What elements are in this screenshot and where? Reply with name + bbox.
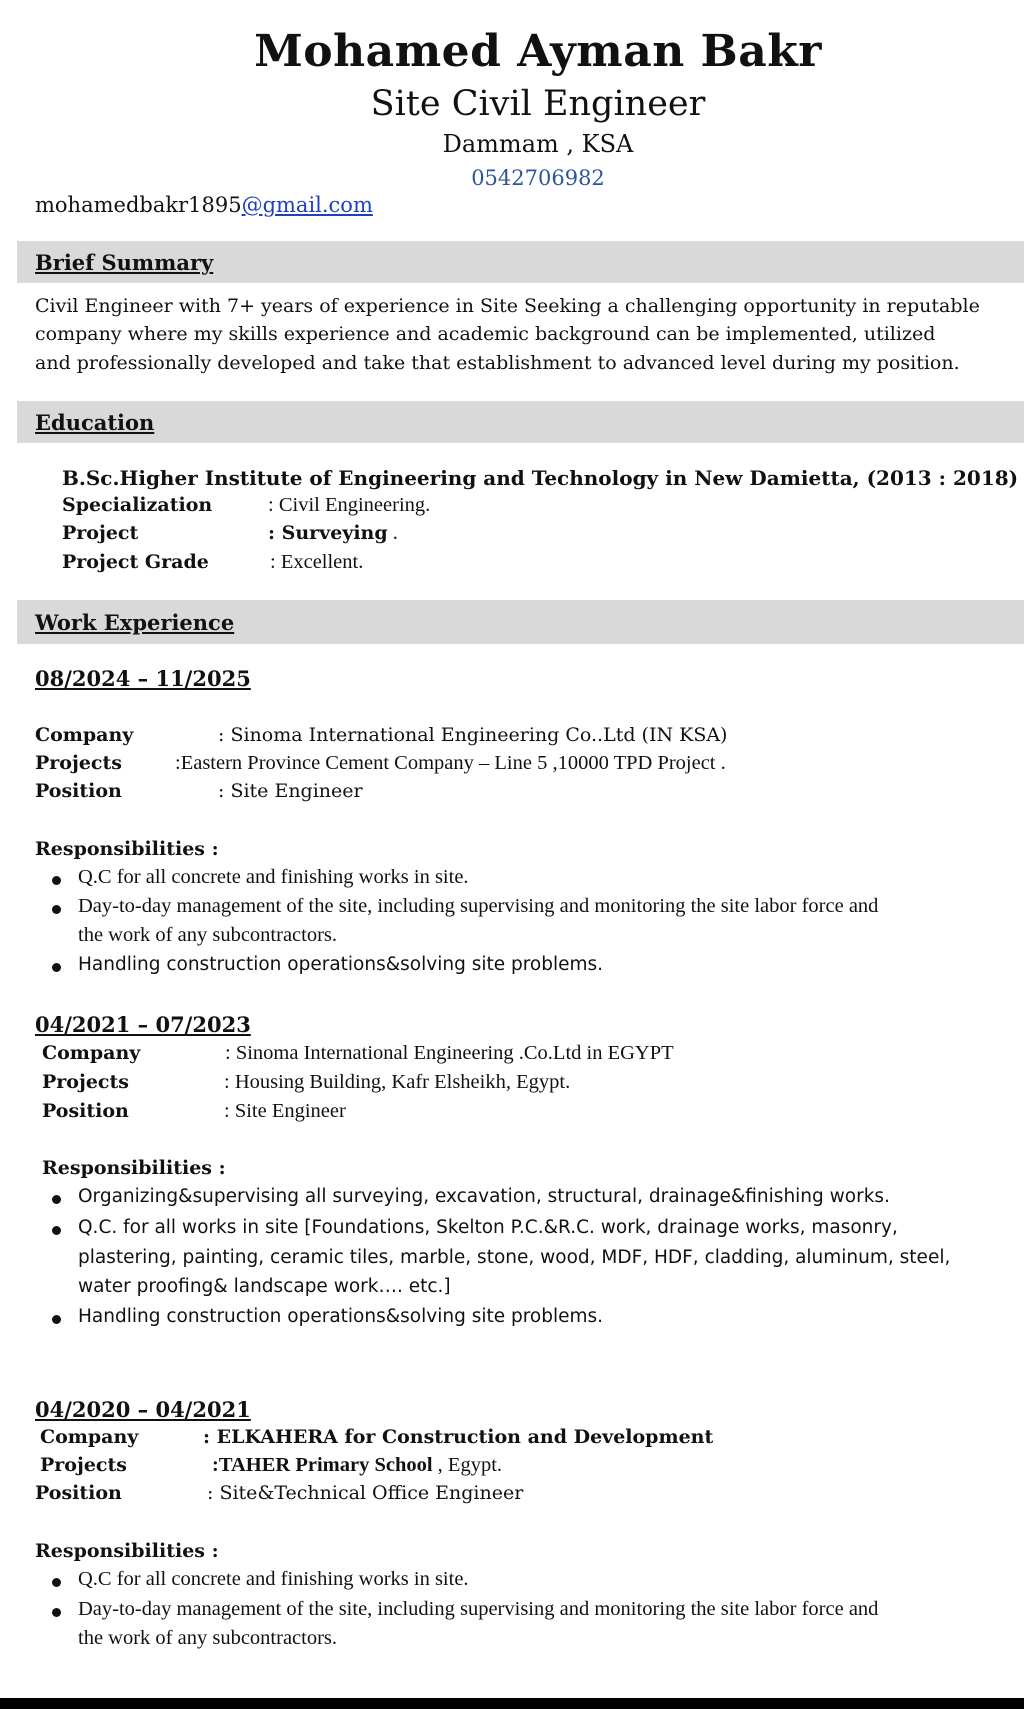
- job-position-label: Position: [35, 780, 122, 802]
- section-band-summary: [17, 241, 1024, 283]
- bullet-icon: [52, 1315, 61, 1324]
- job-company-label: Company: [35, 724, 134, 746]
- section-heading-education: Education: [35, 410, 155, 435]
- project-school: :TAHER Primary School: [212, 1454, 433, 1476]
- summary-line: Civil Engineer with 7+ years of experience in Site Seeking a challenging opportunity in reputable: [35, 295, 980, 317]
- bullet-icon: [52, 1195, 61, 1204]
- bullet-icon: [52, 963, 61, 972]
- education-label-grade: Project Grade: [62, 551, 209, 573]
- job-projects: [212, 1454, 502, 1477]
- responsibility-item: Q.C. for all works in site [Foundations, Skelton P.C.&R.C. work, drainage works, masonry,: [78, 1217, 898, 1238]
- job-projects-label: Projects: [35, 752, 122, 774]
- responsibility-item: Day-to-day management of the site, including supervising and monitoring the site labor force and: [78, 1598, 879, 1620]
- job-company-label: Company: [40, 1426, 139, 1448]
- job-dates: 04/2021 – 07/2023: [35, 1012, 251, 1037]
- job-position: : Site&Technical Office Engineer: [207, 1482, 524, 1504]
- project-location: , Egypt.: [432, 1454, 503, 1476]
- email-link[interactable]: @gmail.com: [241, 193, 373, 217]
- responsibility-item: Q.C for all concrete and finishing works in site.: [78, 866, 469, 888]
- responsibility-item-continued: plastering, painting, ceramic tiles, marble, stone, wood, MDF, HDF, cladding, aluminum, steel,: [78, 1247, 951, 1268]
- job-dates: 08/2024 – 11/2025: [35, 666, 251, 691]
- education-label-project: Project: [62, 522, 139, 544]
- section-band-education: [17, 401, 1024, 443]
- education-degree: B.Sc.Higher Institute of Engineering and Technology in New Damietta, (2013 : 2018): [62, 466, 1019, 490]
- candidate-name: Mohamed Ayman Bakr: [254, 26, 822, 77]
- bullet-icon: [52, 905, 61, 914]
- responsibility-item-continued: the work of any subcontractors.: [78, 1627, 338, 1649]
- bottom-edge-bar: [0, 1698, 1024, 1709]
- bullet-icon: [52, 1226, 61, 1235]
- section-band-work: [17, 600, 1024, 644]
- location: Dammam , KSA: [442, 130, 634, 158]
- section-heading-work: Work Experience: [35, 610, 235, 635]
- summary-line: company where my skills experience and academic background can be implemented, utilized: [35, 323, 936, 345]
- job-title: Site Civil Engineer: [370, 84, 706, 124]
- bullet-icon: [52, 876, 61, 885]
- job-position-label: Position: [35, 1482, 122, 1504]
- responsibilities-heading: Responsibilities :: [35, 1540, 219, 1562]
- job-projects: : Housing Building, Kafr Elsheikh, Egypt.: [224, 1071, 571, 1093]
- responsibility-item: Handling construction operations&solving site problems.: [78, 954, 604, 975]
- job-projects: :Eastern Province Cement Company – Line 5 ,10000 TPD Project .: [175, 752, 726, 774]
- job-company: : Sinoma International Engineering .Co.Ltd in EGYPT: [225, 1042, 674, 1064]
- job-projects-label: Projects: [40, 1454, 127, 1476]
- job-company-label: Company: [42, 1042, 141, 1064]
- job-position: : Site Engineer: [218, 780, 363, 802]
- job-position-label: Position: [42, 1100, 129, 1122]
- responsibilities-heading: Responsibilities :: [35, 838, 219, 860]
- job-projects-label: Projects: [42, 1071, 129, 1093]
- section-heading-summary: Brief Summary: [35, 250, 214, 275]
- email-user: mohamedbakr1895: [35, 193, 242, 217]
- responsibility-item-continued: the work of any subcontractors.: [78, 924, 338, 946]
- responsibilities-heading: Responsibilities :: [42, 1157, 226, 1179]
- education-value-specialization: : Civil Engineering.: [268, 494, 431, 516]
- education-label-specialization: Specialization: [62, 494, 213, 516]
- bullet-icon: [52, 1608, 61, 1617]
- project-name: : Surveying: [268, 522, 388, 544]
- responsibility-item: Organizing&supervising all surveying, excavation, structural, drainage&finishing works.: [78, 1186, 890, 1207]
- bullet-icon: [52, 1578, 61, 1587]
- phone-number: 0542706982: [471, 166, 605, 190]
- email-address: [35, 193, 373, 217]
- responsibility-item-continued: water proofing& landscape work…. etc.]: [78, 1276, 451, 1297]
- summary-line: and professionally developed and take that establishment to advanced level during my position.: [35, 352, 960, 374]
- responsibility-item: Q.C for all concrete and finishing works in site.: [78, 1568, 469, 1590]
- responsibility-item: Handling construction operations&solving site problems.: [78, 1306, 604, 1327]
- project-suffix: .: [387, 522, 398, 544]
- education-value-grade: : Excellent.: [270, 551, 364, 573]
- job-company: : Sinoma International Engineering Co..Ltd (IN KSA): [218, 724, 728, 746]
- education-value-project: [268, 522, 398, 545]
- job-dates: 04/2020 – 04/2021: [35, 1397, 251, 1422]
- job-position: : Site Engineer: [224, 1100, 346, 1122]
- job-company: : ELKAHERA for Construction and Development: [203, 1426, 714, 1448]
- responsibility-item: Day-to-day management of the site, including supervising and monitoring the site labor force and: [78, 895, 879, 917]
